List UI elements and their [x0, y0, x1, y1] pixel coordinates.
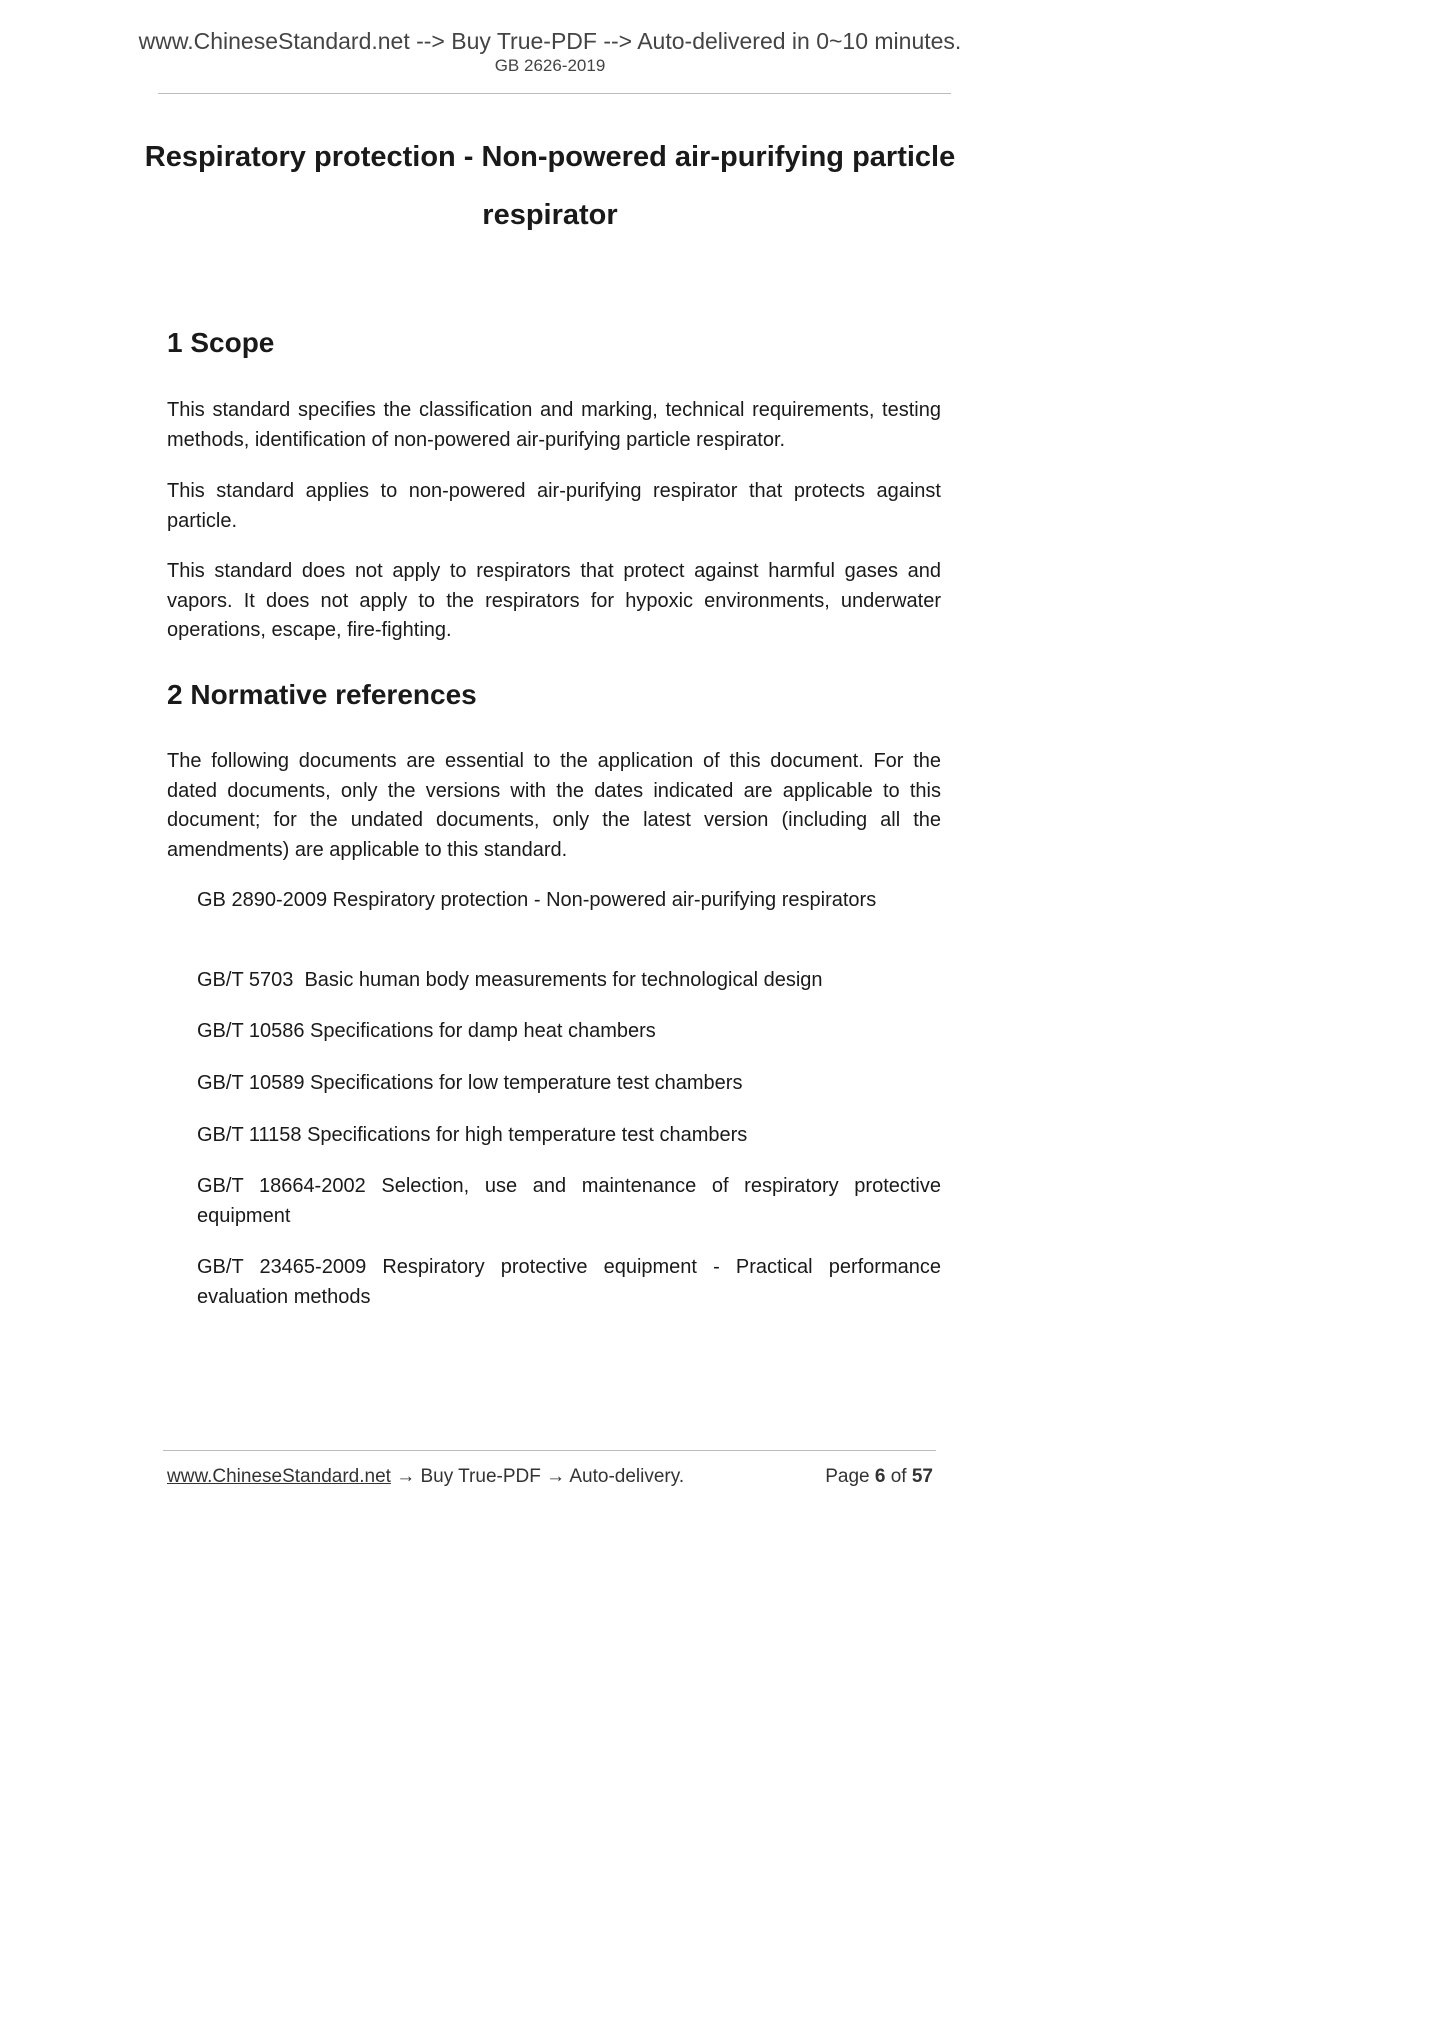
standard-code: GB 2626-2019 [494, 56, 606, 75]
reference-item: GB/T 10589 Specifications for low temperature test chambers [197, 1072, 743, 1094]
footer-buy-text: Buy True-PDF [420, 1466, 541, 1487]
arrow-right-icon: → [546, 1466, 566, 1487]
reference-item: GB/T 10586 Specifications for damp heat chambers [197, 1020, 656, 1042]
section-heading-scope: 1 Scope [167, 327, 275, 358]
arrow-right-icon: → [396, 1466, 416, 1487]
page-label: Page [825, 1466, 870, 1487]
reference-item: GB/T 5703 Basic human body measurements for technological design [197, 969, 823, 991]
page-indicator [825, 1466, 933, 1489]
page-current: 6 [874, 1466, 886, 1487]
reference-item: GB/T 18664-2002 Selection, use and maintenance of respiratory protective equipment [197, 1175, 941, 1227]
section-heading-normative-references: 2 Normative references [167, 679, 477, 710]
footer-divider [163, 1450, 936, 1451]
scope-paragraph-2: This standard applies to non-powered air-purifying respirator that protects against particle. [167, 480, 941, 532]
scope-paragraph-1: This standard specifies the classification and marking, technical requirements, testing methods, identification of non-powered air-purifying particle respirator. [167, 399, 941, 451]
of-label: of [890, 1466, 907, 1487]
site-banner: www.ChineseStandard.net --> Buy True-PDF --> Auto-delivered in 0~10 minutes. [138, 28, 962, 54]
footer-left [167, 1466, 684, 1489]
page-total: 57 [911, 1466, 933, 1487]
header-divider [158, 93, 951, 94]
reference-item: GB 2890-2009 Respiratory protection - Non-powered air-purifying respirators [197, 889, 877, 911]
reference-item: GB/T 23465-2009 Respiratory protective equipment - Practical performance evaluation methods [197, 1256, 941, 1308]
footer-site-link[interactable]: www.ChineseStandard.net [167, 1466, 391, 1487]
scope-paragraph-3: This standard does not apply to respirators that protect against harmful gases and vapors. It does not apply to the respirators for hypoxic environments, underwater operations, escape, fire-fighting. [167, 560, 941, 641]
document-title: Respiratory protection - Non-powered air-purifying particle respirator [144, 141, 956, 231]
footer-delivery-text: Auto-delivery. [569, 1466, 685, 1487]
reference-item: GB/T 11158 Specifications for high temperature test chambers [197, 1124, 748, 1146]
references-intro-paragraph: The following documents are essential to the application of this document. For the dated documents, only the versions with the dates indicated are applicable to this document; for the undated documents, only the latest version (including all the amendments) are applicable to this standard. [167, 750, 941, 861]
